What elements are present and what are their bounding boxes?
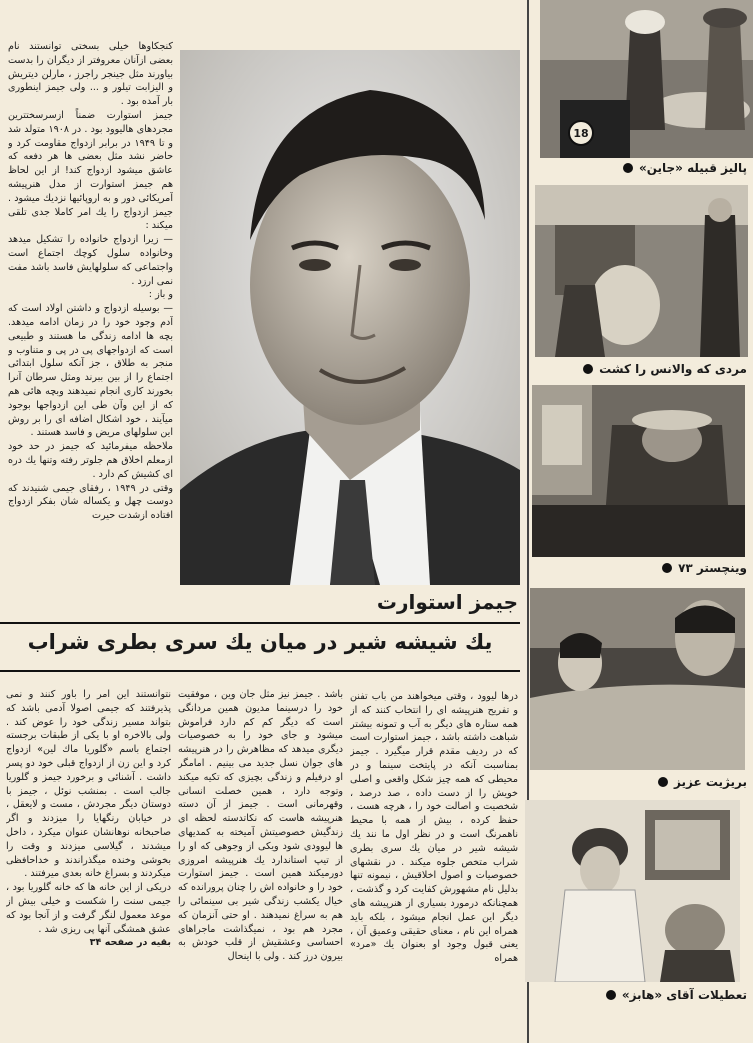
portrait-photo	[180, 50, 520, 585]
bullet-icon	[658, 777, 668, 787]
bullet-icon	[583, 364, 593, 374]
quote-paragraph-1: — زیرا ازدواج خانواده را تشکیل میدهد وخانواده سلول کوچك اجتماع است واجتماعی که سلولهایش فاسد باشد مفت نمی ارزد .	[8, 234, 173, 287]
quote-paragraph-2: — بوسیله ازدواج و داشتن اولاد است که آدم وجود خود را در زمان ادامه میدهد. بچه ها ادامه زندگی ما هستند و طبیعی است که ازدواجهای پی در پی و متناوب و منجر به طلاق ، جز آنکه سلول ابتدائی اجتماع را از بین ببرند ومثل سرطان آنرا بخورند کاری انجام نمیدهند وبچه هائی هم که از این وآن طی این ازدواجها بوجود میآیند ، خود اشکال اضافه ای را بر روش این سلولهای مریض و فاسد هستند .	[8, 303, 173, 439]
sidebar-caption-2: مردی که والانس را کشت	[583, 362, 747, 376]
photo-badge: 18	[568, 120, 594, 146]
headline: یك شیشه شیر در میان یك سری بطری شراب	[27, 630, 493, 654]
top-left-column	[8, 40, 173, 585]
bullet-icon	[662, 563, 672, 573]
col-left-paragraph-1: نتوانستند این امر را باور کنند و نمی پذیرفتند که جیمی اصولا آدمی باشد که بتواند مسیر زندگی خود را عوض کند . ولی بالاخره او با یکی از طبقات برجسته اجتماع باسم «گلوریا ماك لین» ازدواج کرد و این زن از ازدواج قبلی خود دو پسر داشت . آشنائی و برخورد جیمز و گلوریا جالب است . بمنشب نوئل ، جیمز با دوستان دیگر مجردش ، مست و لایعقل ، در خیابان رنگهایا را میزدند و اگر صاحبخانه نوهانشان عنوان میکرد ، داخل میشدند ، گیلاسی میزدند و وقت را بخوشی وخنده میگذراندند و خداحافظی میکردند و بسراغ خانه بعدی میرفتند .	[6, 689, 171, 880]
marriage-paragraph: وقتی در ۱۹۴۹ ، رفقای جیمی شنیدند که دوست چهل و یکساله شان بفکر ازدواج افتاده ازشدت حیرت	[8, 482, 173, 522]
sidebar-caption-1: پالیز قبیله «جاین»	[623, 161, 747, 175]
continued-note: بقیه در صفحه ۳۴	[89, 937, 171, 949]
sidebar-photo-1	[540, 0, 753, 158]
bio-paragraph: جیمز استوارت ضمناً ازسرسختترین مجردهای هالیوود بود . در ۱۹۰۸ متولد شد و تا ۱۹۴۹ در برابر ازدواج مقاومت کرد و حاضر نشد مثل بعضی ها هر دفعه که عاشق میشود ازدواج کند! از این لحاظ هم جیمز استوارت از مدل هنرپیشه آمریکائی دور و به اروپائیها نزدیك میشود . جیمز ازدواج را یك امر کاملا جدی تلقی میکند :	[8, 109, 173, 232]
sidebar-photo-2	[535, 185, 748, 357]
sidebar-caption-3: وینچستر ۷۳	[662, 561, 747, 575]
sidebar-caption-4: بریژیت عزیز	[658, 775, 747, 789]
sidebar-photo-4	[530, 588, 745, 770]
col-left-paragraph-2: دریکی از این خانه ها که خانه گلوریا بود ، جیمی سنت را شکست و خیلی بیش از موعد معمول لنگر گرفت و از آنجا بود که عشق همشگی آنها پی ریزی شد .	[6, 882, 171, 935]
sidebar-photo-3	[532, 385, 745, 557]
bullet-icon	[606, 990, 616, 1000]
portrait-image	[180, 50, 520, 585]
moral-paragraph: ملاحظه میفرمائید که جیمز در حد خود ازمعلم اخلاق هم جلوتر رفته وتنها یك دره ای کشیش کم دارد .	[8, 441, 173, 480]
article-name: جیمز استوارت	[376, 590, 518, 614]
sidebar-caption-5: تعطیلات آقای «هابز»	[606, 988, 747, 1002]
bullet-icon	[623, 163, 633, 173]
headline-bottom-rule	[0, 670, 520, 672]
sidebar-photo-5	[525, 800, 740, 982]
article-column-left	[6, 688, 171, 1035]
headline-top-rule	[0, 622, 520, 624]
and-again-line: و باز :	[148, 289, 173, 301]
intro-paragraph: کنجکاوها خیلی بسختی توانستند نام بعضی ازآنان معروفتر از دیگران را بدست بیاورند مثل جینجر راجرز ، مارلن دیتریش و الیزابت تیلور و ... ولی جیمز اینطوری بار آمده بود .	[8, 41, 173, 108]
article-column-right: درها لیوود ، وقتی میخواهند من باب تفنن و تفریح هنرپیشه ای را انتخاب کنند که از همه ستاره های دیگر به آب و تمونه بیشتر شباهت داشته باشد ، جیمز استوارت است که در ردیف مقدم قرار میگیرد . جیمز بمناسبت آنکه در پایتخت سینما و در محیطی که همه چیز شکل واقعی و اصلی خویش را از دست داده ، صد درصد ، شخصیت و اصالت خود را ، هرچه هست ، حفظ کرده ، بیش از همه با محیط ناهمرنگ است و در نظر اول ما نند یك شیشه شیر در میان یك سری بطری شراب متخص جلوه میکند . در نقشهای خصوصیات و اصول اخلاقیش ، نیمونه تنها بدلیل نام مشهورش کفایت کرد و گذشت ، همچنانکه درمورد بسیاری از هنرپیشه های دیگر این عمل انجام میشود ، بلکه باید همراه این نام ، معنای حقیقی وعمیق آن ، یعنی قبول وجود او بعنوان یك «مرد» همراه	[350, 691, 518, 965]
article-column-middle: باشد . جیمز نیز مثل جان وین ، موفقیت خود را درسینما مدیون همین مردانگی است که دیگر کم کم دارد فراموش میشود و جای خود را به خصوصیات دیگری میدهد که مظاهرش را در هنرپیشه های جوان نسل جدید می بینیم . امامگر او درفیلم و زندگی بچیزی که تکیه میکند وتوجه دارد ، همین خصلت انسانی وقهرمانی است . جیمز از آن دسته هنرپیشه هاست که نکاتدسته لحظه ای زندگیش خصوصیتش آمیخته به کمدیهای ها لیوودی شود ویکی از وجوهی که او را از تیپ استاندارد یك هنرپیشه امروزی دورمیکند همین است . جیمز استوارت خود را و خانواده اش را چنان پرورانده که خیال یکشب زندگی شیر بی سینمائی را هم به سراغ نمیدهند . او حتی آنزمان که مجرد هم بود ، نمیگذاشت ماجراهای احساسی وعشقیش از قلب خودش به بیرون درز کند . ولی با اینحال	[178, 689, 343, 963]
